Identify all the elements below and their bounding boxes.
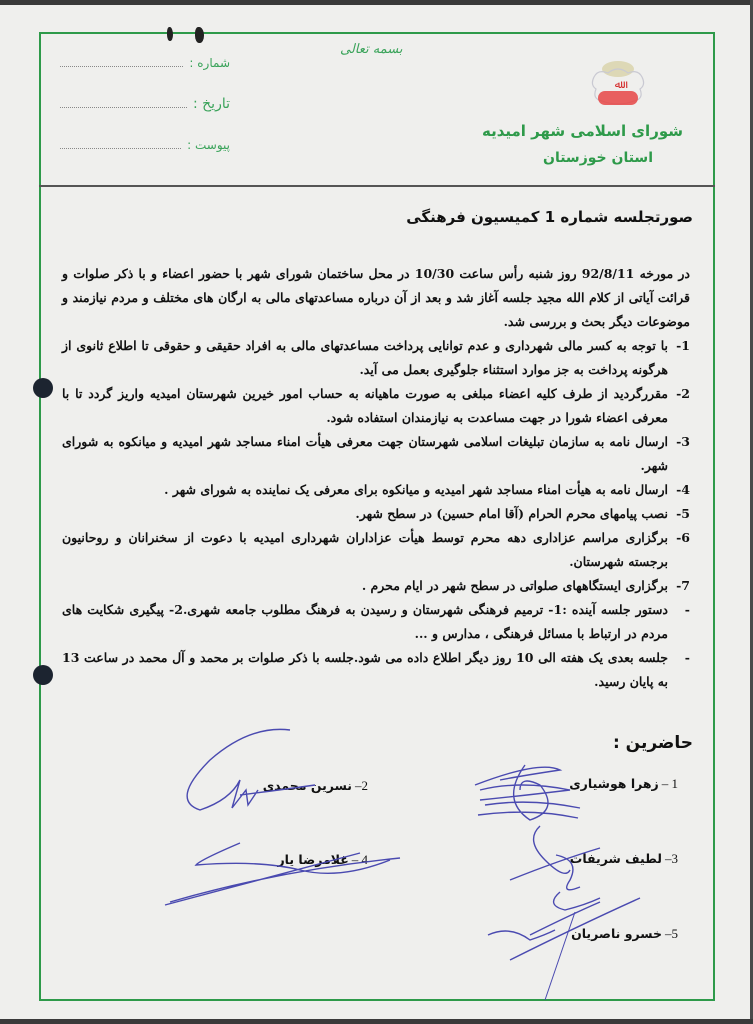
ink-smudge xyxy=(195,27,204,43)
attachment-field xyxy=(60,138,230,152)
list-item xyxy=(62,334,690,382)
document-body xyxy=(62,262,690,694)
iran-emblem-icon xyxy=(588,55,648,113)
item-bullet: - xyxy=(684,602,690,617)
list-item xyxy=(62,502,690,526)
item-number: 5- xyxy=(676,506,690,521)
attendee-number: 3– xyxy=(665,851,678,866)
attendee-name: غلامرضا یار xyxy=(277,852,349,867)
item-number: 3- xyxy=(676,434,690,449)
list-item xyxy=(62,382,690,430)
punch-hole-icon xyxy=(33,665,53,685)
list-item xyxy=(62,478,690,502)
item-text: با توجه به کسر مالی شهرداری و عدم توانایی پرداخت مساعدتهای مالی به افراد حقیقی و حقوقی تا اطلاع ثانوی از هرگونه پرداخت به جز موارد استثناء جلوگیری بعمل می آید. xyxy=(62,338,668,377)
attachment-label: پیوست : xyxy=(187,138,230,152)
list-item xyxy=(62,430,690,478)
item-bullet: - xyxy=(684,650,690,665)
attendee-number: 2– xyxy=(355,778,368,793)
attendee-5 xyxy=(571,926,678,942)
item-text: دستور جلسه آینده :1- ترمیم فرهنگی شهرستان و رسیدن به فرهنگ مطلوب جامعه شهری.2- پیگیری شکایت های مردم در ارتباط با مسائل فرهنگی ، مدارس و ... xyxy=(62,602,668,641)
attendee-name: خسرو ناصریان xyxy=(571,926,662,941)
item-number: 1- xyxy=(676,338,690,353)
list-item xyxy=(62,574,690,598)
next-agenda-item xyxy=(62,598,690,646)
number-value xyxy=(60,56,183,67)
date-label: تاریخ : xyxy=(192,96,230,112)
item-text: ارسال نامه به سازمان تبلیغات اسلامی شهرستان جهت معرفی هیأت امناء مساجد شهر امیدیه و میانکوه به شورای شهر. xyxy=(62,434,668,473)
item-number: 2- xyxy=(676,386,690,401)
list-item xyxy=(62,526,690,574)
closing-item xyxy=(62,646,690,694)
attendees-heading: حاضرین : xyxy=(612,733,693,753)
item-text: جلسه بعدی یک هفته الی 10 روز دیگر اطلاع داده می شود.جلسه با ذکر صلوات بر محمد و آل محمد در ساعت 13 به پایان رسید. xyxy=(62,650,668,689)
attendee-number: 5– xyxy=(665,926,678,941)
attendee-number: 4 – xyxy=(351,852,368,867)
item-number: 4- xyxy=(676,482,690,497)
header-divider xyxy=(39,185,715,187)
date-value xyxy=(60,97,187,108)
attendee-1 xyxy=(569,776,678,792)
attendee-3 xyxy=(570,851,678,867)
invocation-text: بسمه تعالی xyxy=(340,42,403,57)
item-text: مقررگردید از طرف کلیه اعضاء مبلغی به صورت ماهیانه به حساب امور خیرین شهرستان امیدیه واریز گردد تا با معرفی اعضاء شورا در جهت مساعدت به نیازمندان استفاده شود. xyxy=(62,386,668,425)
attendee-name: زهرا هوشیاری xyxy=(569,776,659,791)
date-field xyxy=(60,96,230,112)
intro-paragraph: در مورخه 92/8/11 روز شنبه رأس ساعت 10/30 در محل ساختمان شورای شهر با حضور اعضاء و با ذکر صلوات و قرائت آیاتی از کلام الله مجید جلسه آغاز شد و بعد از آن درباره مساعدتهای مالی به ارگان های مختلف و مردم نیازمند و موضوعات دیگر بحث و بررسی شد. xyxy=(62,266,690,329)
attendee-name: نسرین محمدی xyxy=(262,778,352,793)
number-field xyxy=(60,56,230,70)
attendee-name: لطیف شریفات xyxy=(569,851,662,866)
item-number: 6- xyxy=(676,530,690,545)
organization-name: شورای اسلامی شهر امیدیه xyxy=(481,122,683,140)
attachment-value xyxy=(60,138,181,149)
attendee-4 xyxy=(277,852,368,868)
province-name: استان خوزستان xyxy=(543,150,653,166)
item-text: نصب پیامهای محرم الحرام (آقا امام حسین) در سطح شهر. xyxy=(355,506,668,521)
svg-text:ﷲ: ﷲ xyxy=(614,78,622,91)
punch-hole-icon xyxy=(33,378,53,398)
ink-smudge xyxy=(167,27,173,41)
item-text: برگزاری ایستگاههای صلواتی در سطح شهر در ایام محرم . xyxy=(361,578,668,593)
number-label: شماره : xyxy=(189,56,230,70)
scan-edge-bottom xyxy=(0,1019,753,1024)
attendee-number: 1 – xyxy=(661,776,678,791)
attendee-2 xyxy=(263,778,368,794)
item-text: ارسال نامه به هیأت امناء مساجد شهر امیدیه و میانکوه برای معرفی یک نماینده به شورای شهر . xyxy=(164,482,668,497)
item-number: 7- xyxy=(676,578,690,593)
item-text: برگزاری مراسم عزاداری دهه محرم توسط هیأت عزاداران شهرداری امیدیه با دعوت از سخنرانان و روحانیون برجسته شهرستان. xyxy=(62,530,668,569)
document-title: صورتجلسه شماره 1 کمیسیون فرهنگی xyxy=(406,208,693,226)
